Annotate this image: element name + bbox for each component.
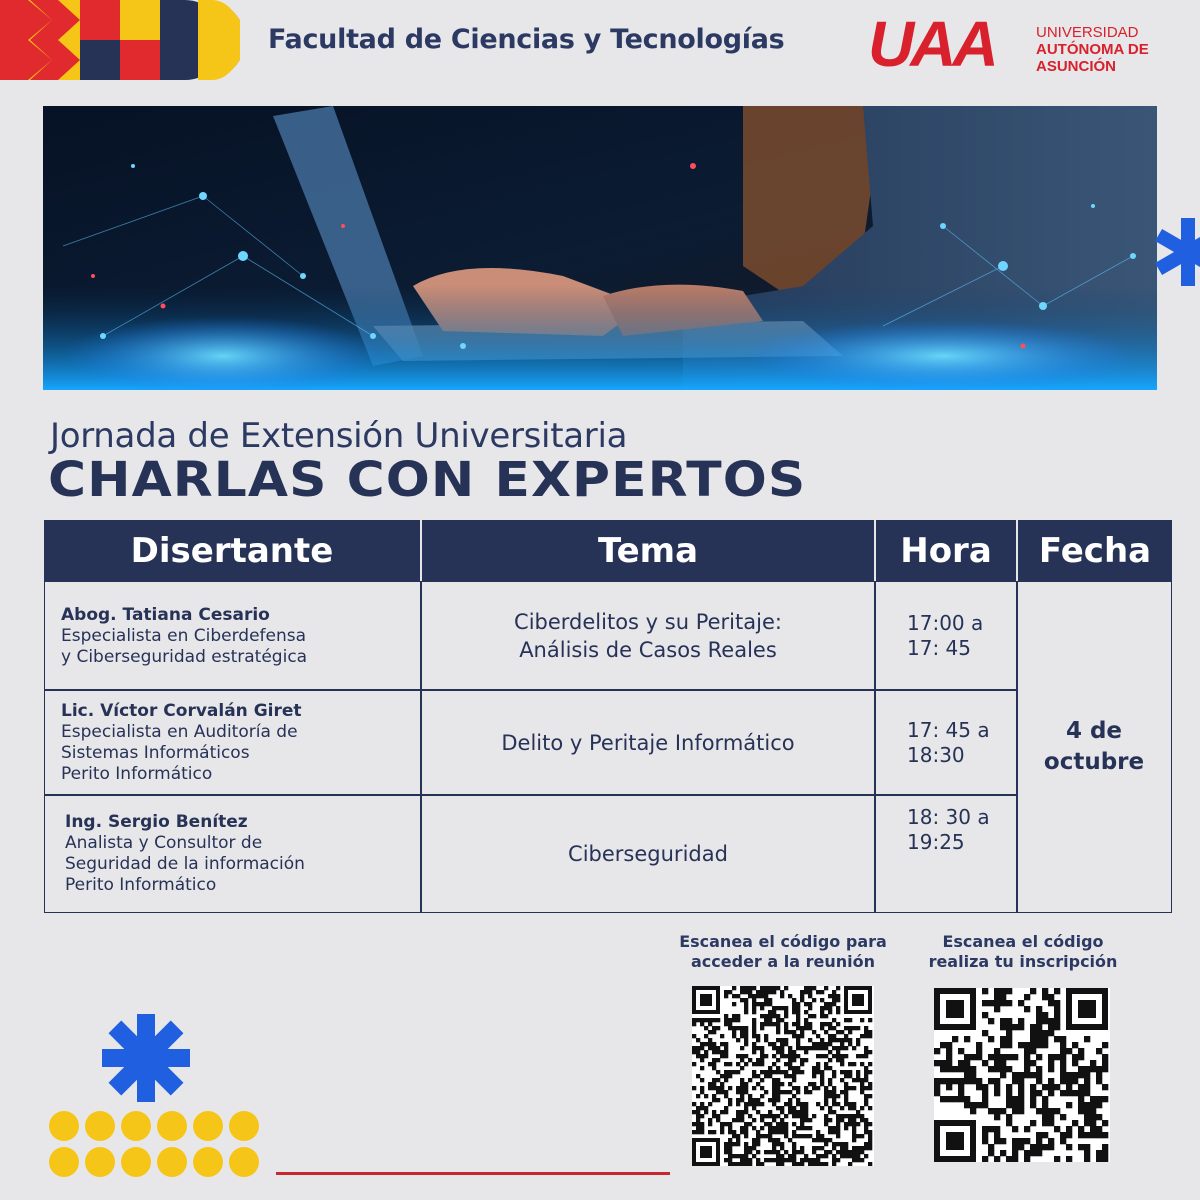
speaker-info: y Ciberseguridad estratégica: [61, 646, 308, 667]
event-title: CHARLAS CON EXPERTOS: [48, 452, 807, 508]
time-line: 18:30: [907, 742, 965, 767]
qr-label-line: realiza tu inscripción: [928, 952, 1118, 971]
university-name-line: UNIVERSIDAD: [1036, 24, 1139, 41]
qr-code-icon[interactable]: [692, 986, 874, 1166]
faculty-name: Facultad de Ciencias y Tecnologías: [268, 24, 785, 55]
topic-line: Ciberseguridad: [568, 841, 728, 866]
speaker-name: Abog. Tatiana Cesario: [61, 604, 270, 625]
speaker-info: Especialista en Ciberdefensa: [61, 625, 307, 646]
time-line: 17: 45 a: [907, 717, 990, 742]
university-logo-mark: UAA: [868, 8, 995, 80]
speaker-info: Analista y Consultor de: [65, 832, 263, 853]
time-line: 17: 45: [907, 636, 971, 660]
table-row-topic: [420, 689, 876, 796]
speaker-info: Perito Informático: [65, 874, 217, 895]
table-row-time: [874, 581, 1018, 691]
speaker-name: Lic. Víctor Corvalán Giret: [61, 700, 302, 721]
table-row-speaker: [44, 794, 422, 913]
event-date: [1016, 581, 1172, 913]
divider: [276, 1172, 670, 1175]
speaker-name: Ing. Sergio Benítez: [65, 811, 248, 832]
time-line: 19:25: [907, 830, 965, 854]
table-row-topic: [420, 794, 876, 913]
time-line: 17:00 a: [907, 611, 984, 635]
qr-meeting-label: [672, 932, 894, 972]
speaker-info: Sistemas Informáticos: [61, 742, 250, 763]
speaker-info: Especialista en Auditoría de: [61, 721, 298, 742]
table-row-topic: [420, 581, 876, 691]
header-speaker: Disertante: [44, 520, 420, 581]
faculty-logo: [0, 0, 240, 80]
qr-code-icon[interactable]: [934, 988, 1110, 1162]
header-topic: Tema: [422, 520, 874, 581]
date-line: 4 de: [1065, 718, 1123, 744]
date-line: octubre: [1043, 749, 1145, 775]
speaker-info: Seguridad de la información: [65, 853, 305, 874]
table-row-time: [874, 794, 1018, 913]
qr-label-line: acceder a la reunión: [691, 952, 875, 971]
time-line: 18: 30 a: [907, 805, 990, 829]
header-date: Fecha: [1018, 520, 1172, 581]
schedule-table: [44, 520, 1172, 913]
hero-image: [43, 106, 1157, 390]
event-subtitle: Jornada de Extensión Universitaria: [50, 416, 628, 456]
university-name-line: AUTÓNOMA DE: [1036, 41, 1149, 58]
topic-line: Análisis de Casos Reales: [519, 638, 777, 662]
asterisk-icon: [1148, 212, 1200, 292]
topic-line: Delito y Peritaje Informático: [501, 730, 795, 755]
university-name-line: ASUNCIÓN: [1036, 58, 1117, 75]
table-row-time: [874, 689, 1018, 796]
table-row-speaker: [44, 581, 422, 691]
university-name: [1036, 24, 1149, 75]
qr-label-line: Escanea el código para: [679, 932, 887, 951]
table-row-speaker: [44, 689, 422, 796]
qr-label-line: Escanea el código: [942, 932, 1104, 951]
header-time: Hora: [876, 520, 1016, 581]
asterisk-icon: [96, 1008, 196, 1108]
speaker-info: Perito Informático: [61, 763, 213, 784]
qr-registration-label: [912, 932, 1134, 972]
topic-line: Ciberdelitos y su Peritaje:: [514, 610, 782, 634]
dots-pattern-icon: [48, 1110, 260, 1180]
